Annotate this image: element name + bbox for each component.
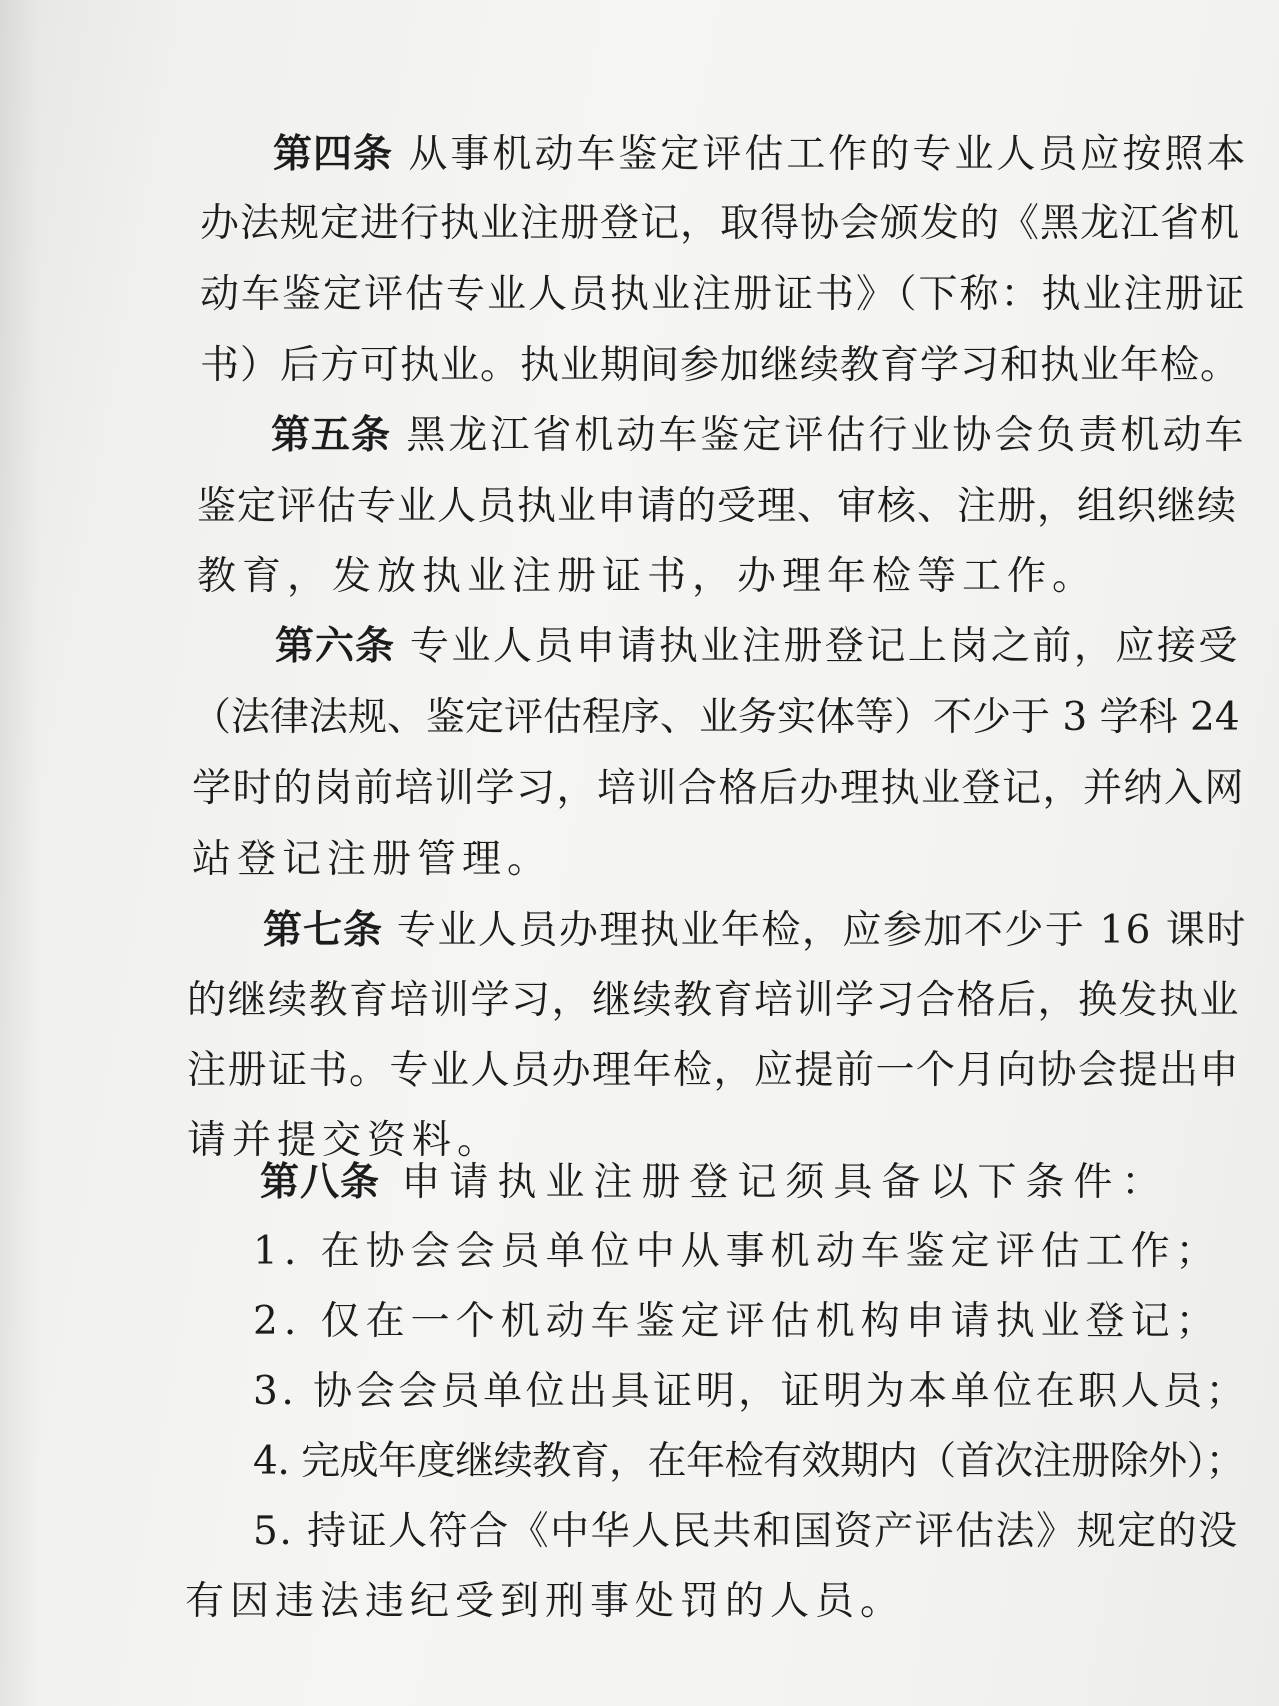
article-5-line-1 bbox=[271, 412, 1246, 460]
article-7-line-1 bbox=[263, 907, 1247, 955]
article-6-line-1 bbox=[275, 623, 1240, 671]
article-6-text-2: （法律法规、鉴定评估程序、业务实体等）不少于 3 学科 24 bbox=[192, 695, 1240, 740]
condition-item-5: 5. 持证人符合《中华人民共和国资产评估法》规定的没 bbox=[253, 1509, 1239, 1554]
article-7-text-2: 的继续教育培训学习，继续教育培训学习合格后，换发执业 bbox=[187, 978, 1241, 1023]
article-7-text-1: 专业人员办理执业年检，应参加不少于 16 课时 bbox=[396, 908, 1247, 953]
condition-item-3: 3. 协会会员单位出具证明，证明为本单位在职人员； bbox=[253, 1369, 1249, 1414]
condition-item-5-continued: 有因违法违纪受到刑事处罚的人员。 bbox=[185, 1579, 906, 1624]
condition-item-1: 1. 在协会会员单位中从事机动车鉴定评估工作； bbox=[253, 1229, 1221, 1274]
article-7-text-4: 请并提交资料。 bbox=[187, 1118, 503, 1163]
article-8-line-1 bbox=[260, 1159, 1169, 1207]
article-8-number: 第八条 bbox=[260, 1160, 381, 1205]
article-4-text-1: 从事机动车鉴定评估工作的专业人员应按照本 bbox=[408, 132, 1249, 177]
article-4-text-4: 书）后方可执业。执业期间参加继续教育学习和执业年检。 bbox=[200, 343, 1241, 388]
article-5-text-2: 鉴定评估专业人员执业申请的受理、审核、注册，组织继续 bbox=[197, 484, 1238, 529]
article-6-number: 第六条 bbox=[275, 624, 396, 669]
article-5-text-1: 黑龙江省机动车鉴定评估行业协会负责机动车 bbox=[406, 413, 1247, 458]
condition-item-2: 2. 仅在一个机动车鉴定评估机构申请执业登记； bbox=[253, 1299, 1221, 1344]
article-4-text-3: 动车鉴定评估专业人员执业注册证书》（下称：执业注册证 bbox=[200, 272, 1247, 317]
condition-item-4: 4. 完成年度继续教育，在年检有效期内（首次注册除外）； bbox=[253, 1439, 1245, 1484]
article-5-number: 第五条 bbox=[271, 413, 392, 458]
article-8-text-1: 申请执业注册登记须具备以下条件： bbox=[401, 1160, 1170, 1205]
article-4-text-2: 办法规定进行执业注册登记，取得协会颁发的《黑龙江省机 bbox=[200, 201, 1241, 246]
page-edge-shadow bbox=[0, 0, 40, 1706]
article-4-number: 第四条 bbox=[273, 132, 394, 177]
article-7-text-3: 注册证书。专业人员办理年检，应提前一个月向协会提出申 bbox=[187, 1048, 1241, 1093]
article-5-text-3: 教育，发放执业注册证书，办理年检等工作。 bbox=[197, 554, 1098, 599]
article-6-text-3: 学时的岗前培训学习，培训合格后办理执业登记，并纳入网 bbox=[192, 766, 1246, 811]
article-7-number: 第七条 bbox=[263, 908, 384, 953]
article-6-text-4: 站登记注册管理。 bbox=[192, 837, 553, 882]
article-6-text-1: 专业人员申请执业注册登记上岗之前，应接受 bbox=[409, 624, 1240, 669]
article-4-line-1 bbox=[273, 131, 1248, 179]
